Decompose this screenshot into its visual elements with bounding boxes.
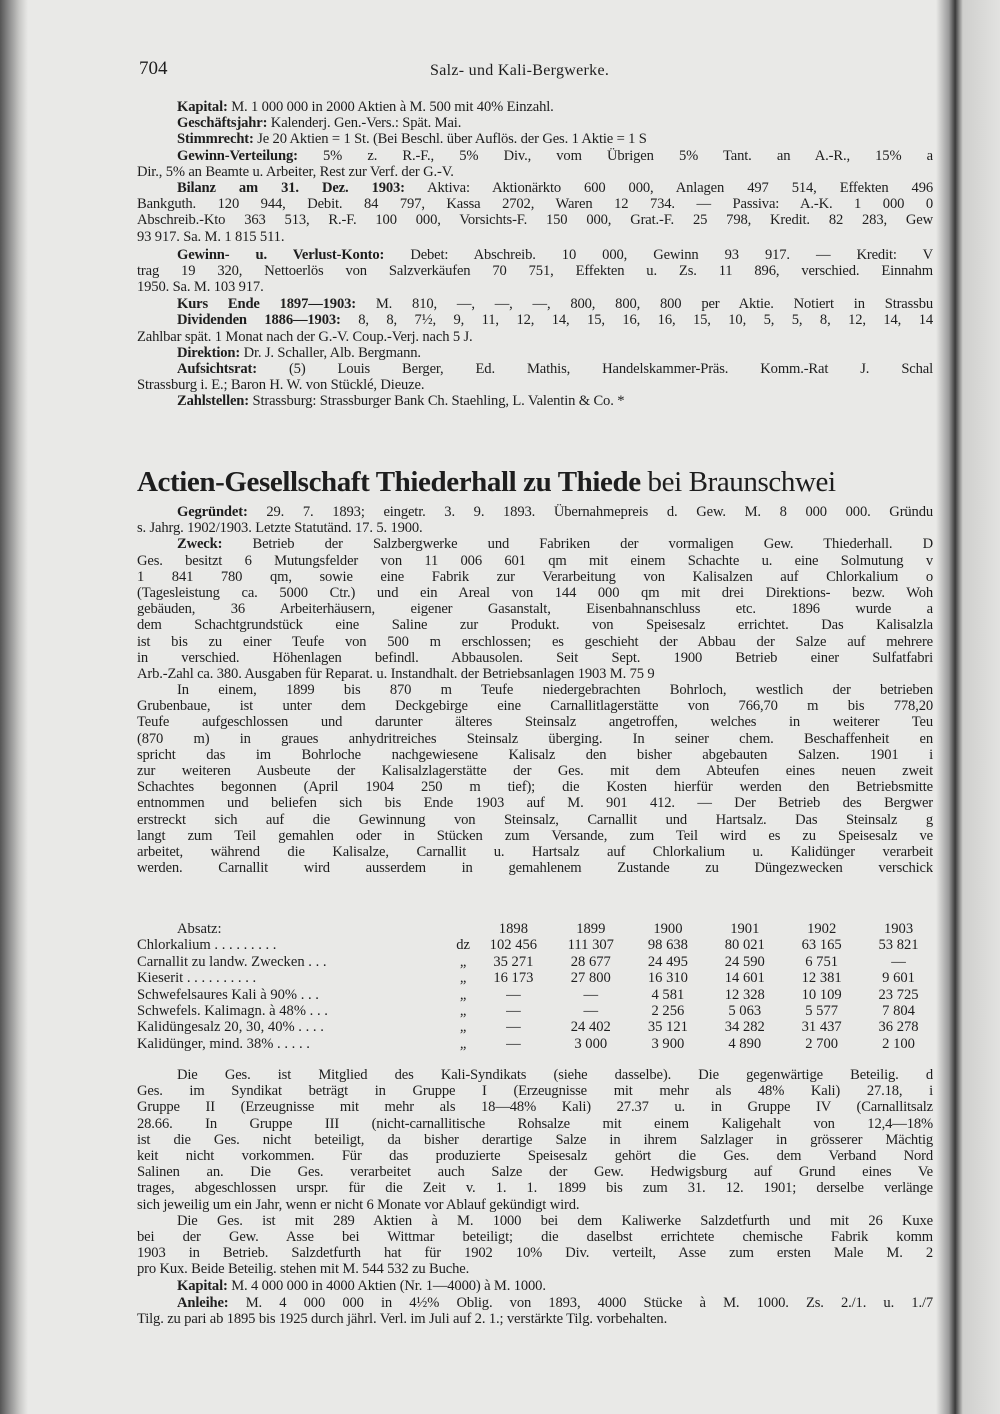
text-line [137, 860, 933, 876]
sales-value: 9 601 [882, 970, 915, 987]
text-line [137, 1132, 933, 1148]
field-label: Dividenden 1886—1903: [177, 312, 341, 329]
field-text: Aktiva: Aktionärkto 600 000, Anlagen 497 514, Effekten 496 [404, 179, 933, 196]
field-text: In einem, 1899 bis 870 m Teufe niedergebrachten Bohrloch, westlich der betrieben [177, 682, 933, 699]
text-line [137, 247, 933, 263]
field-text: Strassburg i. E.; Baron H. W. von Stücklé, Dieuze. [137, 377, 425, 394]
text-line [137, 196, 933, 212]
text-line [137, 1213, 933, 1229]
sales-value: 98 638 [647, 937, 688, 954]
field-label: Gewinn-Verteilung: [177, 147, 298, 164]
product-name: Schwefels. Kalimagn. à 48% . . . [137, 1003, 328, 1020]
product-name: Kalidüngesalz 20, 30, 40% . . . . [137, 1019, 324, 1036]
sales-value: — [506, 1035, 521, 1052]
unit: „ [459, 1019, 467, 1036]
text-line [137, 1278, 933, 1294]
field-text: M. 1 000 000 in 2000 Aktien à M. 500 mit 40% Einzahl. [227, 99, 554, 115]
sales-value: 12 381 [801, 970, 842, 987]
sales-value: 28 677 [570, 953, 611, 970]
sales-value: — [506, 986, 521, 1003]
field-text: Die Ges. ist mit 289 Aktien à M. 1000 bei dem Kaliwerke Salzdetfurth und mit 26 Kuxe [177, 1212, 933, 1229]
text-line [137, 131, 933, 147]
adjacent-page-edge [936, 0, 1000, 1414]
text-line [137, 828, 933, 844]
text-line [137, 1261, 933, 1277]
field-label: Zweck: [177, 536, 223, 553]
field-label: Direktion: [177, 344, 241, 361]
text-line [137, 795, 933, 811]
field-text: 29. 7. 1893; eingetr. 3. 9. 1893. Übernahmepreis d. Gew. M. 8 000 000. Gründu [247, 504, 933, 520]
sales-value: 24 590 [724, 953, 765, 970]
sales-value: 3 900 [651, 1035, 685, 1052]
unit: „ [459, 1003, 467, 1020]
table-row [137, 937, 937, 953]
text-line [137, 1311, 933, 1327]
text-line [137, 601, 933, 617]
field-text: erstreckt sich auf die Gewinnung von Steinsalz, Carnallit und Hartsalz. Das Steinsalz g [137, 811, 933, 828]
field-text: 1 841 780 qm, sowie eine Fabrik zur Verarbeitung von Kalisalzen auf Chlorkalium o [137, 568, 933, 585]
field-text: spricht das im Bohrloche nachgewiesene Kalisalz den bisher abgebauten Salzen. 1901 i [137, 746, 933, 763]
sales-value: 2 256 [651, 1003, 685, 1020]
field-text: langt zum Teil gemahlen oder in Stücken zum Versande, zum Teil wird es zu Speisesalz ve [137, 827, 933, 844]
field-text: Betrieb der Salzbergwerke und Fabriken der vormaligen Gew. Thiederhall. D [222, 536, 933, 553]
text-line [137, 504, 933, 520]
field-text: Je 20 Aktien = 1 St. (Bei Beschl. über Auflös. der Ges. 1 Aktie = 1 S [253, 131, 647, 148]
field-text: 93 917. Sa. M. 1 815 511. [137, 228, 285, 245]
field-label: Geschäftsjahr: [177, 115, 268, 132]
year-header: 1902 [807, 921, 837, 937]
field-label: Kapital: [177, 1278, 228, 1295]
text-line [137, 1067, 933, 1083]
sales-value: 80 021 [724, 937, 765, 954]
field-text: trages, abgeschlossen urspr. für die Zeit v. 1. 1. 1899 bis zum 31. 12. 1901; derselbe verlänge [137, 1180, 933, 1197]
text-line [137, 698, 933, 714]
table-row [137, 1019, 937, 1035]
field-label: Bilanz am 31. Dez. 1903: [177, 179, 405, 196]
sales-value: 5 577 [805, 1003, 839, 1020]
field-text: Kalenderj. Gen.-Vers.: Spät. Mai. [267, 115, 462, 132]
sales-value: 111 307 [567, 937, 614, 954]
field-label: Aufsichtsrat: [177, 361, 257, 377]
text-line [137, 1295, 933, 1311]
field-text: dem Schachtgrundstück eine Saline zur Produkt. von Speisesalz errichtet. Das Kalisalzla [137, 617, 933, 634]
field-text: M. 4 000 000 in 4½% Oblig. von 1893, 4000 Stücke à M. 1000. Zs. 2./1. u. 1./7 [228, 1294, 933, 1311]
sales-value: 16 173 [493, 970, 534, 987]
text-line [137, 1116, 933, 1132]
text-line [137, 1197, 933, 1213]
text-line [137, 99, 933, 115]
text-line [137, 763, 933, 779]
field-text: keit nicht vorkommen. Für das produzierte Speisesalz gehört die Ges. dem Verband Nord [137, 1147, 933, 1164]
text-line [137, 312, 933, 328]
text-line [137, 812, 933, 828]
field-text: Zahlbar spät. 1 Monat nach der G.-V. Coup.-Verj. nach 5 J. [137, 328, 473, 345]
text-line [137, 617, 933, 633]
text-line [137, 682, 933, 698]
text-line [137, 1245, 933, 1261]
text-line [137, 377, 933, 393]
field-text: Ges. besitzt 6 Mutungsfelder von 11 006 601 qm mit einem Schachte u. eine Solmutung v [137, 552, 933, 569]
company-title-rest: bei Braunschwei [640, 466, 836, 498]
field-text: arbeitet, während die Kalisalze, Carnallit u. Hartsalz auf Chlorkalium u. Kalidünger verarbeit [137, 843, 933, 860]
text-line [137, 229, 933, 245]
text-line [137, 747, 933, 763]
field-text: 1903 in Betrieb. Salzdetfurth hat für 1902 10% Div. verteilt, Asse zum ersten Male M. 2 [137, 1245, 933, 1262]
field-text: werden. Carnallit wird ausserdem in gemahlenem Zustande zu Düngezwecken verschick [137, 860, 933, 877]
sales-value: 36 278 [878, 1019, 919, 1036]
sales-value: 23 725 [878, 986, 919, 1003]
field-text: ist bis zu einer Teufe von 500 m erschlossen; es geschieht der Abbau der Salze auf mehrere [137, 633, 933, 650]
field-text: ist die Ges. nicht beteiligt, da bisher derartige Salze in ihrem Salzlager in grösserer Mächtig [137, 1131, 933, 1148]
sales-value: 14 601 [724, 970, 765, 987]
text-line [137, 345, 933, 361]
text-line [137, 164, 933, 180]
company-title [137, 466, 937, 499]
product-name: Kalidünger, mind. 38% . . . . . [137, 1035, 310, 1052]
company-description [137, 504, 933, 876]
field-text: M. 810, —, —, —, 800, 800, 800 per Aktie. Notiert in Strassbu [355, 296, 933, 313]
table-header-row [137, 921, 937, 937]
field-text: Grubenbaue, ist unter dem Deckgebirge eine Carnallitlagerstätte von 766,70 m bis 778,20 [137, 698, 933, 715]
field-text: sich jeweilig um ein Jahr, wenn er nicht 6 Monate vor Ablauf gekündigt wird. [137, 1196, 580, 1213]
field-text: Arb.-Zahl ca. 380. Ausgaben für Reparat. u. Instandhalt. der Betriebsanlagen 1903 M. 75 9 [137, 665, 655, 682]
field-text: Strassburg: Strassburger Bank Ch. Staehling, L. Valentin & Co. * [248, 393, 625, 410]
text-line [137, 1180, 933, 1196]
field-label: Zahlstellen: [177, 393, 249, 410]
text-line [137, 844, 933, 860]
field-text: Die Ges. ist Mitglied des Kali-Syndikats (siehe dasselbe). Die gegenwärtige Beteilig. d [177, 1067, 933, 1083]
sales-value: 16 310 [647, 970, 688, 987]
text-line [137, 536, 933, 552]
year-header: 1898 [498, 921, 528, 937]
company-entry-previous [137, 99, 933, 410]
field-text: pro Kux. Beide Beteilig. stehen mit M. 544 532 zu Buche. [137, 1261, 470, 1278]
sales-value: 63 165 [801, 937, 842, 954]
sales-value: 27 800 [570, 970, 611, 987]
field-text: 28.66. In Gruppe III (nicht-carnallitische Rohsalze mit einem Kaligehalt von 12,4—18% [137, 1115, 933, 1132]
unit: dz [456, 937, 470, 954]
field-text: bei der Gew. Asse bei Wittmar beteiligt; die daselbst errichtete chemische Fabrik komm [137, 1228, 933, 1245]
sales-table [137, 921, 937, 1052]
field-text: 8, 8, 7½, 9, 11, 12, 14, 15, 16, 16, 15, 10, 5, 5, 8, 12, 14, 14 [340, 312, 933, 329]
text-line [137, 329, 933, 345]
sales-value: 35 121 [647, 1019, 688, 1036]
table-row [137, 987, 937, 1003]
unit: „ [459, 986, 467, 1003]
field-text: Debet: Abschreib. 10 000, Gewinn 93 917. — Kredit: V [384, 246, 933, 263]
field-text: gebäuden, 36 Arbeiterhäusern, eigener Gasanstalt, Eisenbahnanschluss etc. 1896 wurde a [137, 601, 933, 618]
field-text: zur weiteren Ausbeute der Kalisalzlagerstätte der Ges. mit dem Abteufen eines neuen zweit [137, 763, 933, 779]
sales-value: 3 000 [574, 1035, 608, 1052]
field-label: Anleihe: [177, 1294, 229, 1311]
sales-value: 102 456 [489, 937, 538, 954]
field-label: Stimmrecht: [177, 131, 254, 148]
product-name: Kieserit . . . . . . . . . . [137, 970, 257, 987]
sales-value: — [506, 1019, 521, 1036]
text-line [137, 1229, 933, 1245]
text-line [137, 714, 933, 730]
year-header: 1899 [576, 921, 606, 937]
sales-value: — [891, 953, 906, 970]
text-line [137, 779, 933, 795]
text-line [137, 115, 933, 131]
text-line [137, 263, 933, 279]
text-line [137, 1099, 933, 1115]
sales-value: 35 271 [493, 953, 534, 970]
text-line [137, 731, 933, 747]
table-row [137, 1036, 937, 1052]
field-label: Gewinn- u. Verlust-Konto: [177, 246, 385, 263]
sales-value: 2 100 [882, 1035, 915, 1052]
field-text: Dir., 5% an Beamte u. Arbeiter, Rest zur Verf. der G.-V. [137, 163, 454, 180]
field-label: Kurs Ende 1897—1903: [177, 296, 356, 313]
text-line [137, 393, 933, 409]
field-text: Tilg. zu pari ab 1895 bis 1925 durch jährl. Verl. im Juli auf 2. 1.; verstärkte Tilg. vorbehalten. [137, 1310, 668, 1327]
sales-value: 7 804 [882, 1003, 915, 1020]
field-text: Salinen an. Die Ges. verarbeitet auch Salze der Gew. Hedwigsburg auf Grund eines Ve [137, 1164, 933, 1181]
field-text: (Tagesleistung ca. 5000 Ctr.) und ein Areal von 144 000 qm mit drei Direktions- bezw. Woh [137, 584, 933, 601]
text-line [137, 569, 933, 585]
text-line [137, 634, 933, 650]
sales-value: — [506, 1003, 521, 1020]
field-text: Bankguth. 120 944, Debit. 84 797, Kassa 2702, Waren 12 734. — Passiva: A.-K. 1 000 0 [137, 196, 933, 213]
sales-value: 53 821 [878, 937, 919, 954]
field-text: (870 m) in graues anhydritreiches Steinsalz überging. In seiner chem. Beschaffenheit en [137, 730, 933, 747]
sales-value: 4 581 [651, 986, 685, 1003]
field-text: s. Jahrg. 1902/1903. Letzte Statutänd. 17. 5. 1900. [137, 520, 423, 537]
sales-value: 2 700 [805, 1035, 839, 1052]
sales-value: 6 751 [805, 953, 839, 970]
company-details [137, 1067, 933, 1327]
field-text: Teufe aufgeschlossen und darunter älteres Steinsalz angetroffen, welches in weiterer Teu [137, 714, 933, 731]
field-text: 1950. Sa. M. 103 917. [137, 279, 264, 296]
sales-value: 10 109 [801, 986, 842, 1003]
field-text: Dr. J. Schaller, Alb. Bergmann. [240, 344, 421, 361]
product-name: Schwefelsaures Kali à 90% . . . [137, 986, 319, 1003]
text-line [137, 1164, 933, 1180]
field-label: Kapital: [177, 99, 228, 115]
sales-value: 24 495 [647, 953, 688, 970]
text-line [137, 148, 933, 164]
book-binding-shadow [0, 0, 28, 1414]
table-row [137, 954, 937, 970]
field-label: Gegründet: [177, 504, 248, 520]
text-line [137, 666, 933, 682]
field-text: Abschreib.-Kto 363 513, R.-F. 100 000, Vorsichts-F. 150 000, Grat.-F. 25 798, Kredit. 82 283, Gew [137, 212, 933, 229]
text-line [137, 585, 933, 601]
text-line [137, 650, 933, 666]
field-text: Ges. im Syndikat beträgt in Gruppe I (Erzeugnisse mit mehr als 48% Kali) 27.18, i [137, 1083, 933, 1100]
unit: „ [459, 970, 467, 987]
sales-value: 5 063 [728, 1003, 762, 1020]
field-text: entnommen und beliefen sich bis Ende 1903 auf M. 901 412. — Der Betrieb des Bergwer [137, 795, 933, 812]
year-header: 1903 [883, 921, 914, 937]
text-line [137, 279, 933, 295]
sales-value: — [583, 986, 599, 1003]
text-line [137, 296, 933, 312]
product-name: Carnallit zu landw. Zwecken . . . [137, 953, 327, 970]
field-text: M. 4 000 000 in 4000 Aktien (Nr. 1—4000) à M. 1000. [227, 1278, 546, 1295]
field-text: (5) Louis Berger, Ed. Mathis, Handelskammer-Präs. Komm.-Rat J. Schal [256, 361, 933, 377]
unit: „ [459, 1035, 467, 1052]
table-row [137, 1003, 937, 1019]
sales-value: 24 402 [570, 1019, 611, 1036]
year-header: 1901 [730, 921, 760, 937]
text-line [137, 180, 933, 196]
company-title-bold: Actien-Gesellschaft Thiederhall zu Thiede [137, 466, 641, 498]
unit: „ [459, 953, 467, 970]
text-line [137, 361, 933, 377]
unit-header [451, 921, 474, 937]
sales-value: — [583, 1003, 599, 1020]
product-name: Chlorkalium . . . . . . . . . [137, 937, 277, 954]
table-caption: Absatz: [177, 921, 222, 937]
field-text: Schachtes begonnen (April 1904 250 m tief); die Kosten hierfür werden den Betriebsmitte [137, 779, 933, 796]
field-text: Gruppe II (Erzeugnisse mit mehr als 18—48% Kali) 27.37 u. in Gruppe IV (Carnallitsalz [137, 1099, 933, 1116]
text-line [137, 553, 933, 569]
year-header: 1900 [653, 921, 683, 937]
sales-value: 34 282 [724, 1019, 765, 1036]
text-line [137, 520, 933, 536]
page-number: 704 [139, 58, 168, 79]
sales-value: 4 890 [728, 1035, 762, 1052]
running-head: Salz- und Kali-Bergwerke. [430, 62, 610, 79]
field-text: 5% z. R.-F., 5% Div., vom Übrigen 5% Tant. an A.-R., 15% a [297, 147, 933, 164]
field-text: in verschied. Höhenlagen befindl. Abbausolen. Seit Sept. 1900 Betrieb einer Sulfatfabri [137, 649, 933, 666]
text-line [137, 212, 933, 228]
table-row [137, 970, 937, 986]
sales-value: 12 328 [724, 986, 765, 1003]
sales-value: 31 437 [801, 1019, 842, 1036]
text-line [137, 1148, 933, 1164]
text-line [137, 1083, 933, 1099]
field-text: trag 19 320, Nettoerlös von Salzverkäufen 70 751, Effekten u. Zs. 11 896, verschied. Einnahm [137, 262, 933, 279]
